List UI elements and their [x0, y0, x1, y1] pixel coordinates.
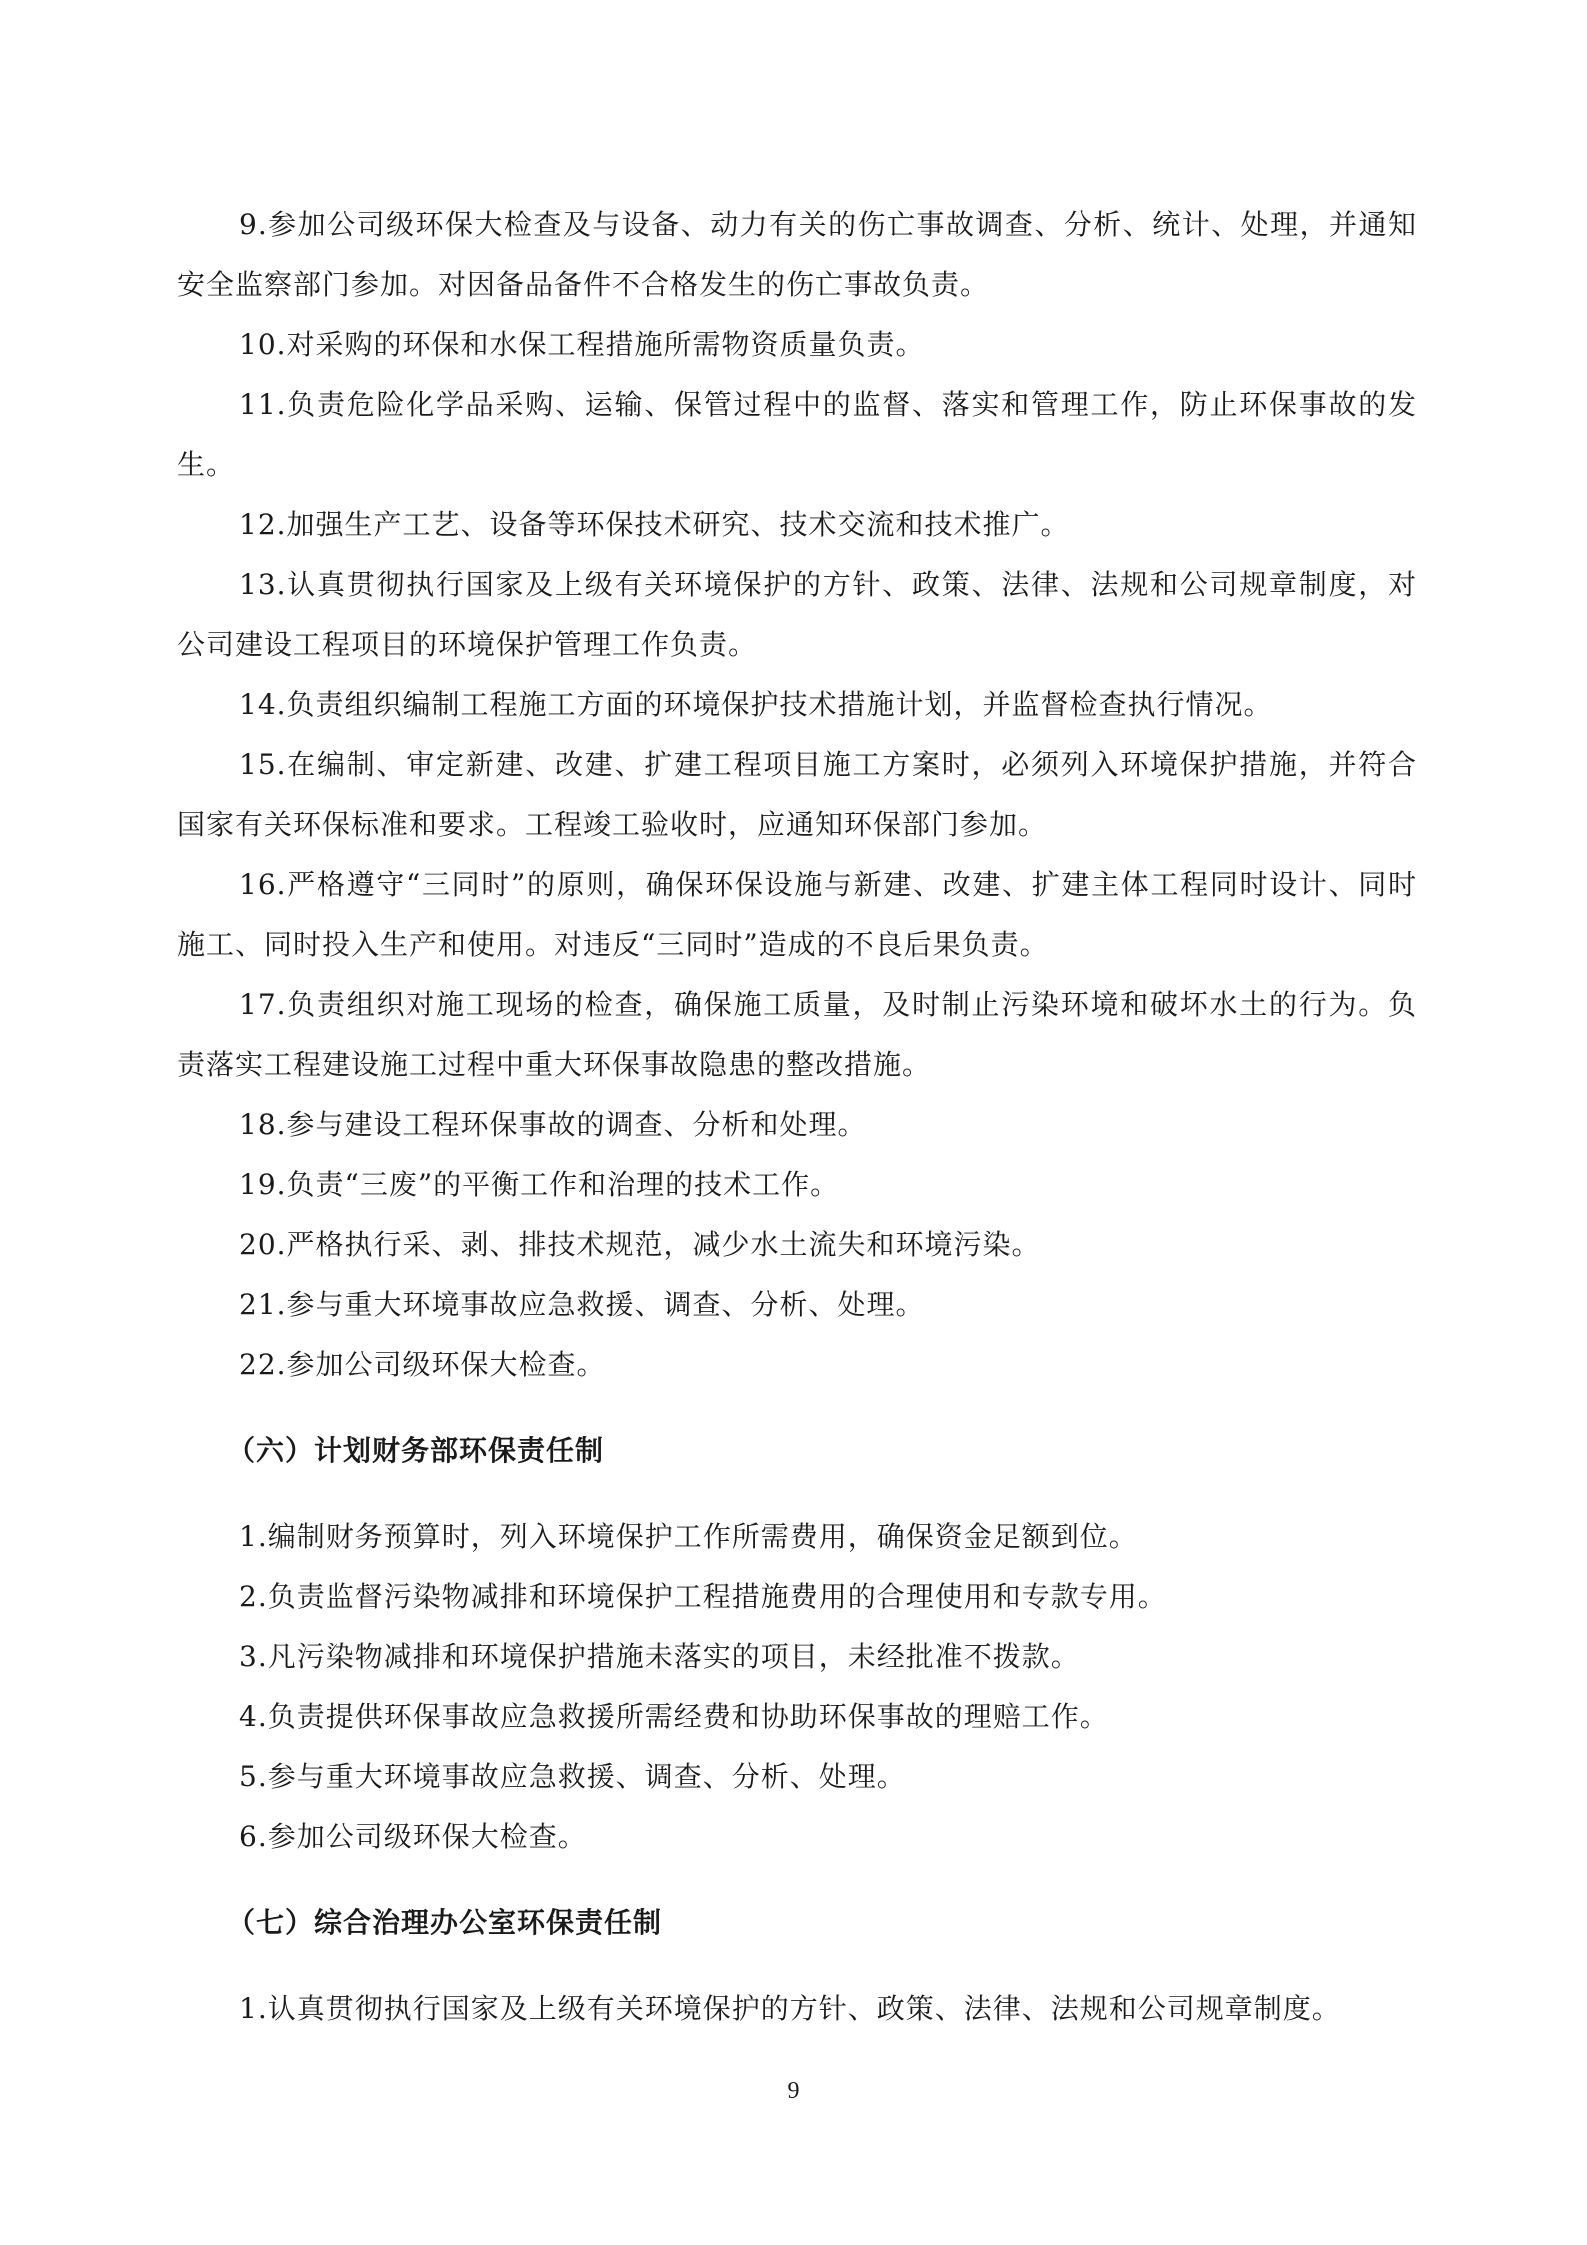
- paragraph-17: 17.负责组织对施工现场的检查，确保施工质量，及时制止污染环境和破坏水土的行为。负责落实工程建设施工过程中重大环保事故隐患的整改措施。: [177, 988, 1417, 1081]
- section-six-item-3: 3.凡污染物减排和环境保护措施未落实的项目，未经批准不拨款。: [239, 1640, 1080, 1673]
- paragraph-13: 13.认真贯彻执行国家及上级有关环境保护的方针、政策、法律、法规和公司规章制度，对公司建设工程项目的环境保护管理工作负责。: [177, 568, 1417, 661]
- paragraph-19: 19.负责“三废”的平衡工作和治理的技术工作。: [239, 1168, 840, 1201]
- paragraph-15: 15.在编制、审定新建、改建、扩建工程项目施工方案时，必须列入环境保护措施，并符合国家有关环保标准和要求。工程竣工验收时，应通知环保部门参加。: [177, 748, 1417, 841]
- page-body: [177, 195, 1417, 2039]
- section-six-item-1: 1.编制财务预算时，列入环境保护工作所需费用，确保资金足额到位。: [239, 1520, 1138, 1553]
- section-six-item-5: 5.参与重大环境事故应急救援、调查、分析、处理。: [239, 1760, 906, 1793]
- paragraph-18: 18.参与建设工程环保事故的调查、分析和处理。: [239, 1108, 867, 1141]
- paragraph-9: 9.参加公司级环保大检查及与设备、动力有关的伤亡事故调查、分析、统计、处理，并通知安全监察部门参加。对因备品备件不合格发生的伤亡事故负责。: [177, 208, 1417, 301]
- section-six-item-6: 6.参加公司级环保大检查。: [239, 1820, 587, 1853]
- paragraph-22: 22.参加公司级环保大检查。: [239, 1348, 606, 1381]
- paragraph-11: 11.负责危险化学品采购、运输、保管过程中的监督、落实和管理工作，防止环保事故的发生。: [177, 388, 1417, 481]
- paragraph-12: 12.加强生产工艺、设备等环保技术研究、技术交流和技术推广。: [239, 508, 1070, 541]
- paragraph-20: 20.严格执行采、剥、排技术规范，减少水土流失和环境污染。: [239, 1228, 1041, 1261]
- paragraph-21: 21.参与重大环境事故应急救援、调查、分析、处理。: [239, 1288, 925, 1321]
- paragraph-16: 16.严格遵守“三同时”的原则，确保环保设施与新建、改建、扩建主体工程同时设计、同时施工、同时投入生产和使用。对违反“三同时”造成的不良后果负责。: [177, 868, 1417, 961]
- section-heading-seven: （七）综合治理办公室环保责任制: [227, 1906, 663, 1939]
- paragraph-10: 10.对采购的环保和水保工程措施所需物资质量负责。: [239, 328, 925, 361]
- page-number: 9: [787, 2078, 800, 2104]
- section-seven-item-1: 1.认真贯彻执行国家及上级有关环境保护的方针、政策、法律、法规和公司规章制度。: [239, 1992, 1341, 2025]
- section-heading-six: （六）计划财务部环保责任制: [227, 1434, 605, 1467]
- section-six-item-4: 4.负责提供环保事故应急救援所需经费和协助环保事故的理赔工作。: [239, 1700, 1109, 1733]
- paragraph-14: 14.负责组织编制工程施工方面的环境保护技术措施计划，并监督检查执行情况。: [239, 688, 1273, 721]
- section-six-item-2: 2.负责监督污染物减排和环境保护工程措施费用的合理使用和专款专用。: [239, 1580, 1167, 1613]
